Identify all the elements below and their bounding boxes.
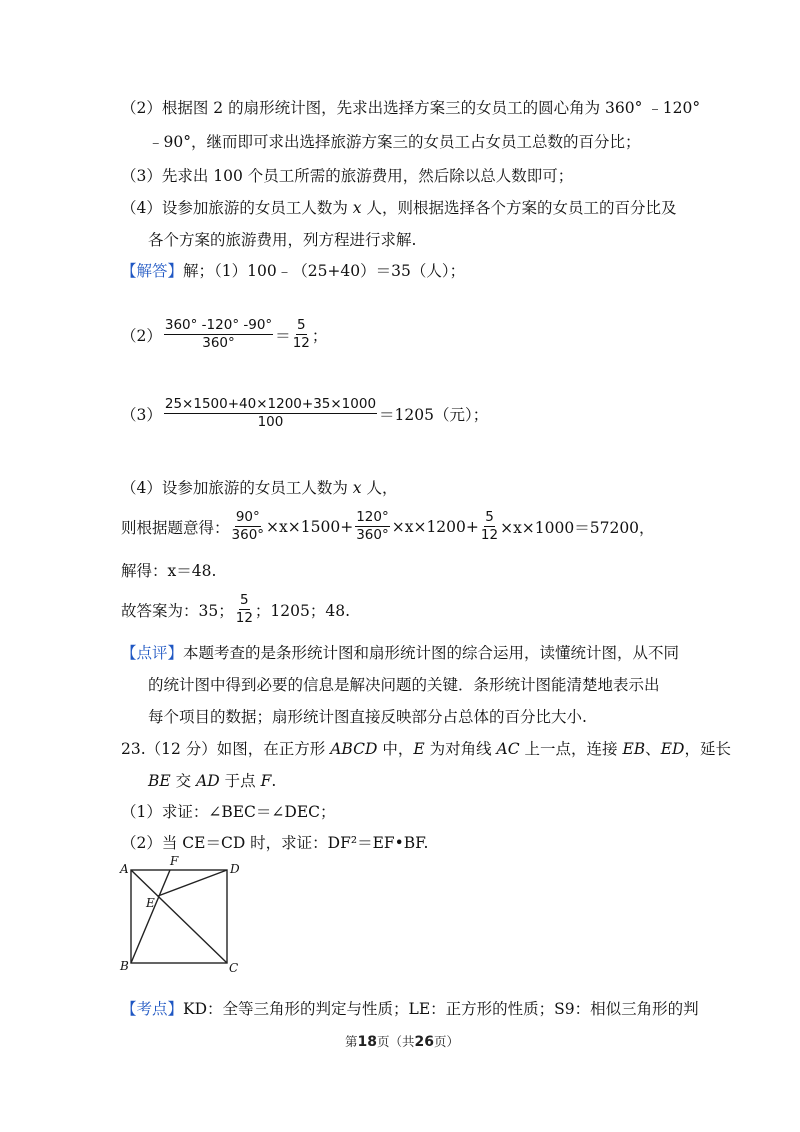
kaodian-line: 【考点】KD：全等三角形的判定与性质；LE：正方形的性质；S9：相似三角形的判 [121, 1000, 699, 1018]
fraction-eq-3: $\frac{5}{12}$ [480, 509, 499, 543]
solution-result: 解得：x＝48. [121, 562, 217, 580]
label-a: A [120, 862, 129, 876]
comment-line2: 的统计图中得到必要的信息是解决问题的关键．条形统计图能清楚地表示出 [148, 676, 660, 694]
problem23-line2: BE 交 AD 于点 F. [148, 772, 277, 790]
analysis-p2-line2: ﹣90°，继而即可求出选择旅游方案三的女员工占女员工总数的百分比； [148, 133, 641, 151]
label-f: F [170, 854, 179, 868]
fraction-eq-1: $\frac{90^\circ}{360^\circ}$ [231, 509, 265, 543]
solution-tag: 【解答】 [121, 262, 184, 280]
solution-s4: （4）设参加旅游的女员工人数为 x 人， [121, 479, 398, 497]
page-number: 18 [357, 1034, 377, 1050]
solution-equation: 则根据题意得： $\frac{90^\circ}{360^\circ}$ ×x×1500+ $\frac{120^\circ}{360^\circ}$ ×x×1200+ $\frac{5}{12}$ ×x×1000＝57200， [121, 509, 655, 543]
fraction-s3: $\frac{25\times 1500+40\times 1200+35\times 1000}{100}$ [164, 396, 377, 430]
diagonal-ac [131, 870, 227, 963]
kaodian-tag: 【考点】 [121, 1000, 184, 1018]
analysis-p4-line1: （4）设参加旅游的女员工人数为 x 人，则根据选择各个方案的女员工的百分比及 [121, 199, 677, 217]
analysis-p2-line1: （2）根据图 2 的扇形统计图，先求出选择方案三的女员工的圆心角为 360° ﹣120° [121, 99, 701, 117]
square-figure [115, 853, 245, 978]
analysis-p4-line2: 各个方案的旅游费用，列方程进行求解. [148, 231, 417, 249]
label-d: D [230, 862, 240, 876]
fraction-answer: $\frac{5}{12}$ [235, 592, 253, 626]
solution-answer: 故答案为：35； $\frac{5}{12}$ ；1205；48. [121, 592, 351, 626]
segment-bf [131, 870, 170, 963]
problem23-q2: （2）当 CE＝CD 时，求证：DF²＝EF•BF. [121, 834, 429, 852]
analysis-p3: （3）先求出 100 个员工所需的旅游费用，然后除以总人数即可； [121, 167, 574, 185]
page-total: 26 [414, 1034, 434, 1050]
fraction-eq-2: $\frac{120^\circ}{360^\circ}$ [356, 509, 389, 543]
comment-line3: 每个项目的数据；扇形统计图直接反映部分占总体的百分比大小. [148, 708, 587, 726]
fraction-s2-result: $\frac{5}{12}$ [292, 317, 310, 351]
problem23-q1: （1）求证：∠BEC＝∠DEC； [121, 803, 336, 821]
solution-s1: 【解答】解；（1）100﹣（25+40）＝35（人）； [121, 262, 466, 280]
solution-s2: （2） $\frac{360^\circ -120^\circ -90^\circ}{360^\circ}$ ＝ $\frac{5}{12}$ ； [121, 317, 328, 351]
problem23-header: 23.（12 分）如图，在正方形 ABCD 中，E 为对角线 AC 上一点，连接 EB、ED，延长 [121, 740, 731, 758]
page-footer: 第18页（共26页） [345, 1034, 460, 1050]
comment-tag: 【点评】 [121, 644, 184, 662]
fraction-s2: $\frac{360^\circ -120^\circ -90^\circ}{360^\circ}$ [164, 317, 273, 351]
solution-s3: （3） $\frac{25\times 1500+40\times 1200+35\times 1000}{100}$ ＝1205（元）； [121, 396, 489, 430]
label-b: B [120, 959, 129, 973]
label-c: C [229, 961, 239, 975]
label-e: E [146, 896, 155, 910]
comment-line1: 【点评】本题考查的是条形统计图和扇形统计图的综合运用，读懂统计图，从不同 [121, 644, 680, 662]
